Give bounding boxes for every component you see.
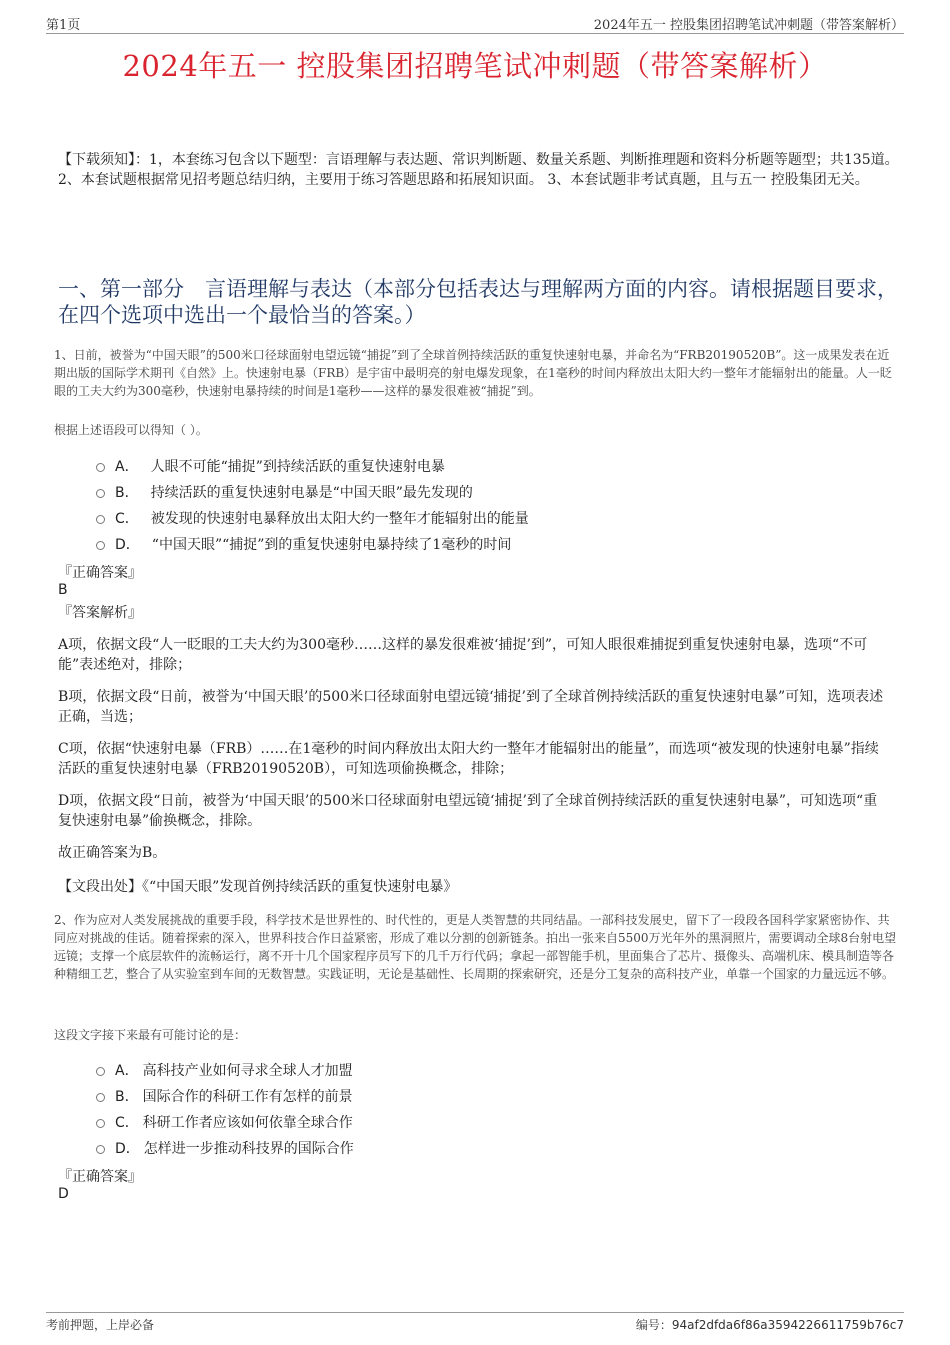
footer-slogan: 考前押题，上岸必备 xyxy=(46,1318,155,1332)
q2-option-d[interactable]: D． 怎样进一步推动科技界的国际合作 xyxy=(96,1138,354,1158)
q1-analysis-label: 『答案解析』 xyxy=(58,605,142,621)
q1-source: 【文段出处】《“中国天眼”发现首例持续活跃的重复快速射电暴》 xyxy=(58,879,458,895)
q1-analysis-b: B项，依据文段“日前，被誉为‘中国天眼’的500米口径球面射电望远镜‘捕捉’到了全球首例持续活跃的重复快速射电暴”可知，选项表述正确，当选； xyxy=(58,689,884,725)
footer-divider xyxy=(46,1312,904,1313)
radio-icon[interactable] xyxy=(96,463,105,472)
radio-icon[interactable] xyxy=(96,1093,105,1102)
q1-option-c[interactable]: C． 被发现的快速射电暴释放出太阳大约一整年才能辐射出的能量 xyxy=(96,508,529,528)
header-divider xyxy=(46,33,904,34)
footer-code-label: 编号： xyxy=(635,1318,672,1332)
footer-code-value: 94af2dfda6f86a3594226611759b76c7 xyxy=(671,1318,904,1332)
radio-icon[interactable] xyxy=(96,1145,105,1154)
q2-prompt: 这段文字接下来最有可能讨论的是： xyxy=(54,1028,247,1042)
q1-prompt: 根据上述语段可以得知（ ）。 xyxy=(54,423,208,437)
radio-icon[interactable] xyxy=(96,1119,105,1128)
q2-stem: 2、作为应对人类发展挑战的重要手段，科学技术是世界性的、时代性的，更是人类智慧的共同结晶。一部科技发展史，留下了一段段各国科学家紧密协作、共同应对挑战的佳话。随着探索的深入，世界科技合作日益紧密，形成了难以分割的创新链条。拍出一张来自5500万光年外的黑洞照片，需要调动全球8台射电望远镜；支撑一个底层软件的流畅运行，离不开十几个国家程序员写下的几千万行代码；拿起一部智能手机，里面集合了芯片、摄像头、高端机床、模具制造等各种精细工艺，整合了从实验室到车间的无数智慧。实践证明，无论是基础性、长周期的探索研究，还是分工复杂的高科技产业，单靠一个国家的力量远远不够。 xyxy=(54,913,897,981)
radio-icon[interactable] xyxy=(96,541,105,550)
q1-option-a[interactable]: A． 人眼不可能“捕捉”到持续活跃的重复快速射电暴 xyxy=(96,456,445,476)
section-heading: 一、第一部分 言语理解与表达（本部分包括表达与理解两方面的内容。请根据题目要求，在四个选项中选出一个最恰当的答案。） xyxy=(58,277,898,327)
q1-stem: 1、日前，被誉为“中国天眼”的500米口径球面射电望远镜“捕捉”到了全球首例持续活跃的重复快速射电暴，并命名为“FRB20190520B”。这一成果发表在近期出版的国际学术期刊《自然》上。快速射电暴（FRB）是宇宙中最明亮的射电爆发现象，在1毫秒的时间内释放出太阳大约一整年才能辐射出的能量。人一眨眼的工夫大约为300毫秒，快速射电暴持续的时间是1毫秒——这样的暴发很难被“捕捉”到。 xyxy=(54,348,892,398)
download-notice: 【下载须知】：1，本套练习包含以下题型：言语理解与表达题、常识判断题、数量关系题、判断推理题和资料分析题等题型；共135道。 2、本套试题根据常见招考题总结归纳，主要用于练习答题思路和拓展知识面。 3、本套试题非考试真题，且与五一 控股集团无关。 xyxy=(58,152,899,188)
q2-answer-label: 『正确答案』 xyxy=(58,1169,142,1185)
q1-analysis-a: A项，依据文段“人一眨眼的工夫大约为300毫秒……这样的暴发很难被‘捕捉’到”，可知人眼很难捕捉到重复快速射电暴，选项“不可能”表述绝对，排除； xyxy=(58,637,868,673)
q2-answer: D xyxy=(58,1186,69,1202)
q1-answer-label: 『正确答案』 xyxy=(58,565,142,581)
q1-answer: B xyxy=(58,582,68,598)
q2-option-b[interactable]: B． 国际合作的科研工作有怎样的前景 xyxy=(96,1086,353,1106)
radio-icon[interactable] xyxy=(96,1067,105,1076)
page-number: 第1页 xyxy=(46,18,81,33)
q1-option-d[interactable]: D． “中国天眼”“捕捉”到的重复快速射电暴持续了1毫秒的时间 xyxy=(96,534,511,554)
q2-option-a[interactable]: A． 高科技产业如何寻求全球人才加盟 xyxy=(96,1060,353,1080)
radio-icon[interactable] xyxy=(96,515,105,524)
q1-analysis-d: D项，依据文段“日前，被誉为‘中国天眼’的500米口径球面射电望远镜‘捕捉’到了全球首例持续活跃的重复快速射电暴”，可知选项“重复快速射电暴”偷换概念，排除。 xyxy=(58,793,878,829)
page-title: 2024年五一 控股集团招聘笔试冲刺题（带答案解析） xyxy=(122,49,828,83)
radio-icon[interactable] xyxy=(96,489,105,498)
q1-analysis-c: C项，依据“快速射电暴（FRB）……在1毫秒的时间内释放出太阳大约一整年才能辐射出的能量”，而选项“被发现的快速射电暴”指续活跃的重复快速射电暴（FRB20190520B），可知选项偷换概念，排除； xyxy=(58,741,879,777)
footer-code xyxy=(636,1316,904,1333)
q1-conclusion: 故正确答案为B。 xyxy=(58,845,167,861)
q2-option-c[interactable]: C． 科研工作者应该如何依靠全球合作 xyxy=(96,1112,353,1132)
q1-option-b[interactable]: B． 持续活跃的重复快速射电暴是“中国天眼”最先发现的 xyxy=(96,482,473,502)
header-doc-title: 2024年五一 控股集团招聘笔试冲刺题（带答案解析） xyxy=(593,18,904,33)
